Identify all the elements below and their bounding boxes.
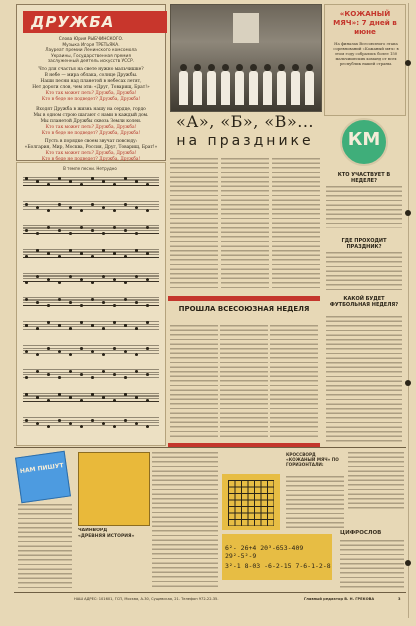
song-stanza-3 <box>23 139 159 163</box>
credit-line: Слова Юрия РЫБЧИНСКОГО. <box>58 37 124 42</box>
music-note <box>47 278 50 281</box>
music-note <box>135 301 138 304</box>
music-note <box>113 425 116 428</box>
km-logo <box>340 118 388 166</box>
music-note <box>135 232 138 235</box>
chainword-heading: ЧАЙНВОРД <box>78 528 108 533</box>
music-note <box>47 373 50 376</box>
score-tempo: В темпе песни. Нетрудно <box>63 166 117 171</box>
km-logo-text: КМ <box>347 129 381 150</box>
refrain-line: Кто в беде не подведет? Дружба, Дружба! <box>41 157 141 162</box>
chainword-clues <box>152 452 218 588</box>
footer-editor: Главный редактор В. Н. ГРЕКОВА <box>304 597 375 601</box>
music-note <box>47 399 50 402</box>
music-note <box>80 183 83 186</box>
music-note <box>36 422 39 425</box>
letters-badge-text: НАМ ПИШУТ <box>19 462 65 476</box>
music-note <box>113 347 116 350</box>
music-note <box>80 226 83 229</box>
music-note <box>58 393 61 396</box>
music-note <box>102 275 105 278</box>
music-note <box>36 327 39 330</box>
music-note <box>102 422 105 425</box>
music-note <box>91 298 94 301</box>
feature-column-3 <box>272 158 320 288</box>
music-note <box>124 376 127 379</box>
music-note <box>58 281 61 284</box>
music-note <box>25 281 28 284</box>
music-note <box>124 177 127 180</box>
music-note <box>36 370 39 373</box>
leather-ball-box <box>324 4 406 116</box>
song-credits <box>23 37 159 65</box>
feature-column-1 <box>170 158 218 288</box>
week-article <box>168 296 320 448</box>
music-note <box>80 278 83 281</box>
music-note <box>113 183 116 186</box>
music-note <box>135 396 138 399</box>
refrain-line: Кто в беде не подведет? Дружба, Дружба! <box>41 97 141 102</box>
music-note <box>80 304 83 307</box>
music-note <box>102 396 105 399</box>
lyric-line: Мы в одном строю шагают с нами в каждый дом. <box>33 113 149 118</box>
lyric-line: Входят Дружба в жизнь нашу на сердце, гордо <box>36 107 146 112</box>
feature-column-2 <box>221 158 269 288</box>
music-note <box>69 370 72 373</box>
answers-column <box>348 452 404 512</box>
sidebar-answer-1 <box>326 186 402 228</box>
song-panel <box>16 4 166 161</box>
music-note <box>135 249 138 252</box>
binder-hole <box>405 380 411 386</box>
refrain-line: Кто в беде не подведет? Дружба, Дружба! <box>41 131 141 136</box>
music-note <box>91 350 94 353</box>
numberword-puzzle <box>222 534 332 580</box>
stave <box>23 321 159 332</box>
crossword-title: КРОССВОРД «КОЖАНЫЙ МЯЧ» ПО ГОРИЗОНТАЛИ: <box>286 452 339 467</box>
music-note <box>58 376 61 379</box>
music-note <box>91 324 94 327</box>
leather-ball-text: На финалах Всесоюзного этапа соревнований «Кожаный мяч» в этом году собрались более 150 мальчишеских команд от всех республик нашей страны. <box>333 41 399 66</box>
binder-hole <box>405 560 411 566</box>
music-note <box>146 278 149 281</box>
music-note <box>47 183 50 186</box>
parade-photo <box>170 4 322 112</box>
music-note <box>113 209 116 212</box>
music-note <box>102 353 105 356</box>
music-note <box>47 304 50 307</box>
page-number: 3 <box>398 597 401 601</box>
music-note <box>135 275 138 278</box>
letters-badge <box>15 451 71 504</box>
music-note <box>124 419 127 422</box>
music-note <box>58 324 61 327</box>
music-note <box>36 249 39 252</box>
music-note <box>91 281 94 284</box>
sidebar-answer-2 <box>326 252 402 292</box>
music-note <box>47 347 50 350</box>
music-note <box>80 321 83 324</box>
music-note <box>36 396 39 399</box>
credit-line: Украины, Государственная премия <box>51 53 131 59</box>
music-note <box>36 301 39 304</box>
chainword-puzzle <box>78 452 150 526</box>
leather-ball-title: «КОЖАНЫЙ МЯЧ»: 7 дней в июне <box>333 9 397 36</box>
music-note <box>102 232 105 235</box>
music-note <box>25 298 28 301</box>
music-note <box>102 180 105 183</box>
music-note <box>25 324 28 327</box>
music-note <box>135 180 138 183</box>
lyric-line: Нет дороги слов, чем эти: «Друг, Товарищ, Брат!» <box>32 85 150 90</box>
feature-title-line2: на празднике <box>176 133 314 149</box>
music-note <box>91 255 94 258</box>
music-note <box>47 252 50 255</box>
music-note <box>69 353 72 356</box>
music-note <box>69 249 72 252</box>
music-note <box>102 301 105 304</box>
music-note <box>36 180 39 183</box>
song-stanza-1 <box>23 67 159 103</box>
music-note <box>135 422 138 425</box>
sidebar-answer-3 <box>326 316 402 442</box>
music-note <box>113 304 116 307</box>
numberword-text <box>340 540 404 588</box>
crossword-clues <box>286 476 344 530</box>
music-note <box>58 419 61 422</box>
lyric-line: Пусть в порядке своем звучат повсюду: <box>44 139 138 144</box>
week-column-3 <box>270 325 318 437</box>
sidebar-question-3: КАКОЙ БУДЕТ ФУТБОЛЬНАЯ НЕДЕЛЯ? <box>329 296 399 308</box>
credit-line: Музыка Игоря ТРЕТЬЯКА. <box>62 42 120 48</box>
music-note <box>146 321 149 324</box>
lyric-line: Мы планетой Дружбы сквозь Земли колеи. <box>40 119 142 124</box>
music-note <box>102 249 105 252</box>
numberword-row: 3²-1 8-03 -6-2-15 7-6-1-2-8 <box>225 562 331 570</box>
music-note <box>91 177 94 180</box>
sidebar-question-2: ГДЕ ПРОХОДИТ ПРАЗДНИК? <box>341 238 387 250</box>
music-note <box>25 350 28 353</box>
music-note <box>146 399 149 402</box>
music-note <box>113 226 116 229</box>
music-note <box>69 327 72 330</box>
banner-shape <box>233 13 259 43</box>
music-note <box>80 425 83 428</box>
week-column-2 <box>220 325 268 437</box>
sidebar-question-1: КТО УЧАСТВУЕТ В НЕДЕЛЕ? <box>337 172 391 184</box>
music-note <box>36 275 39 278</box>
music-note <box>124 229 127 232</box>
music-note <box>58 255 61 258</box>
page-footer <box>14 592 406 609</box>
lyric-line: «Болгария, Мир, Москва, Россия, Друг, Товарищ, Брат!» <box>24 145 158 150</box>
music-score <box>16 162 166 446</box>
chainword-title <box>78 528 148 540</box>
music-note <box>113 321 116 324</box>
credit-line: заслуженный деятель искусств УССР. <box>47 59 135 65</box>
music-note <box>36 206 39 209</box>
music-note <box>80 347 83 350</box>
music-note <box>47 321 50 324</box>
music-note <box>146 373 149 376</box>
numberword-row: 6²- 26+4 20³-653-409 29²-5²-9 <box>225 544 304 560</box>
music-note <box>25 203 28 206</box>
refrain-line: Кто так может петь? Дружба, Дружба! <box>45 91 137 96</box>
music-note <box>80 209 83 212</box>
music-note <box>146 209 149 212</box>
music-note <box>69 180 72 183</box>
lyric-line: Что для счастья на свете нужно мальчишке? <box>38 67 144 72</box>
lyric-line: В небе — мира облака, солнце Дружбы. <box>44 73 138 78</box>
music-note <box>69 206 72 209</box>
music-note <box>102 206 105 209</box>
music-note <box>91 393 94 396</box>
music-note <box>69 275 72 278</box>
letters-text <box>18 504 72 588</box>
music-note <box>135 370 138 373</box>
music-note <box>146 252 149 255</box>
music-note <box>69 396 72 399</box>
week-column-1 <box>170 325 218 437</box>
song-title: ДРУЖБА <box>23 11 167 33</box>
song-stanza-2 <box>23 107 159 137</box>
refrain-line: Кто так может петь? Дружба, Дружба! <box>45 151 137 156</box>
music-note <box>58 177 61 180</box>
music-note <box>124 203 127 206</box>
music-note <box>80 373 83 376</box>
music-note <box>124 350 127 353</box>
music-note <box>124 255 127 258</box>
crossword-grid <box>222 474 280 530</box>
music-note <box>113 373 116 376</box>
music-note <box>69 232 72 235</box>
binder-hole <box>405 210 411 216</box>
music-note <box>25 376 28 379</box>
music-note <box>124 324 127 327</box>
credit-line: Лауреат премии Ленинского комсомола <box>45 48 137 54</box>
music-note <box>146 226 149 229</box>
music-note <box>47 425 50 428</box>
music-note <box>80 399 83 402</box>
music-note <box>91 203 94 206</box>
music-note <box>135 327 138 330</box>
music-note <box>102 327 105 330</box>
footer-address: НАШ АДРЕС: 101601, ГСП, Москва, А-30, Сущевская, 21. Телефон 972-22-35. <box>74 597 219 601</box>
music-note <box>91 419 94 422</box>
refrain-line: Кто так может петь? Дружба, Дружба! <box>45 125 137 130</box>
music-note <box>25 229 28 232</box>
music-note <box>146 425 149 428</box>
music-note <box>47 226 50 229</box>
music-note <box>58 350 61 353</box>
music-note <box>91 376 94 379</box>
music-note <box>113 252 116 255</box>
music-note <box>58 298 61 301</box>
music-note <box>36 232 39 235</box>
music-note <box>135 353 138 356</box>
music-note <box>91 229 94 232</box>
music-note <box>113 278 116 281</box>
music-note <box>146 304 149 307</box>
music-note <box>25 255 28 258</box>
music-note <box>25 393 28 396</box>
music-note <box>80 252 83 255</box>
music-note <box>146 183 149 186</box>
music-note <box>47 209 50 212</box>
music-note <box>69 422 72 425</box>
music-note <box>124 393 127 396</box>
music-note <box>69 301 72 304</box>
music-note <box>102 370 105 373</box>
lyric-line: Наши песни над планетой в небесах летят, <box>40 79 142 84</box>
bottom-divider <box>14 447 406 448</box>
feature-title-line1: «А», «Б», «В»... <box>176 112 314 131</box>
feature-heading <box>172 112 318 156</box>
music-note <box>36 353 39 356</box>
music-note <box>135 206 138 209</box>
music-note <box>58 229 61 232</box>
numberword-title: ЦИФРОСЛОВ <box>340 530 382 536</box>
music-note <box>124 281 127 284</box>
music-note <box>25 177 28 180</box>
music-note <box>25 419 28 422</box>
chainword-subheading: «ДРЕВНЯЯ ИСТОРИЯ» <box>78 534 135 539</box>
music-note <box>124 298 127 301</box>
music-note <box>146 347 149 350</box>
music-note <box>58 203 61 206</box>
binder-hole <box>405 60 411 66</box>
week-title: ПРОШЛА ВСЕСОЮЗНАЯ НЕДЕЛЯ <box>178 305 310 313</box>
music-note <box>113 399 116 402</box>
